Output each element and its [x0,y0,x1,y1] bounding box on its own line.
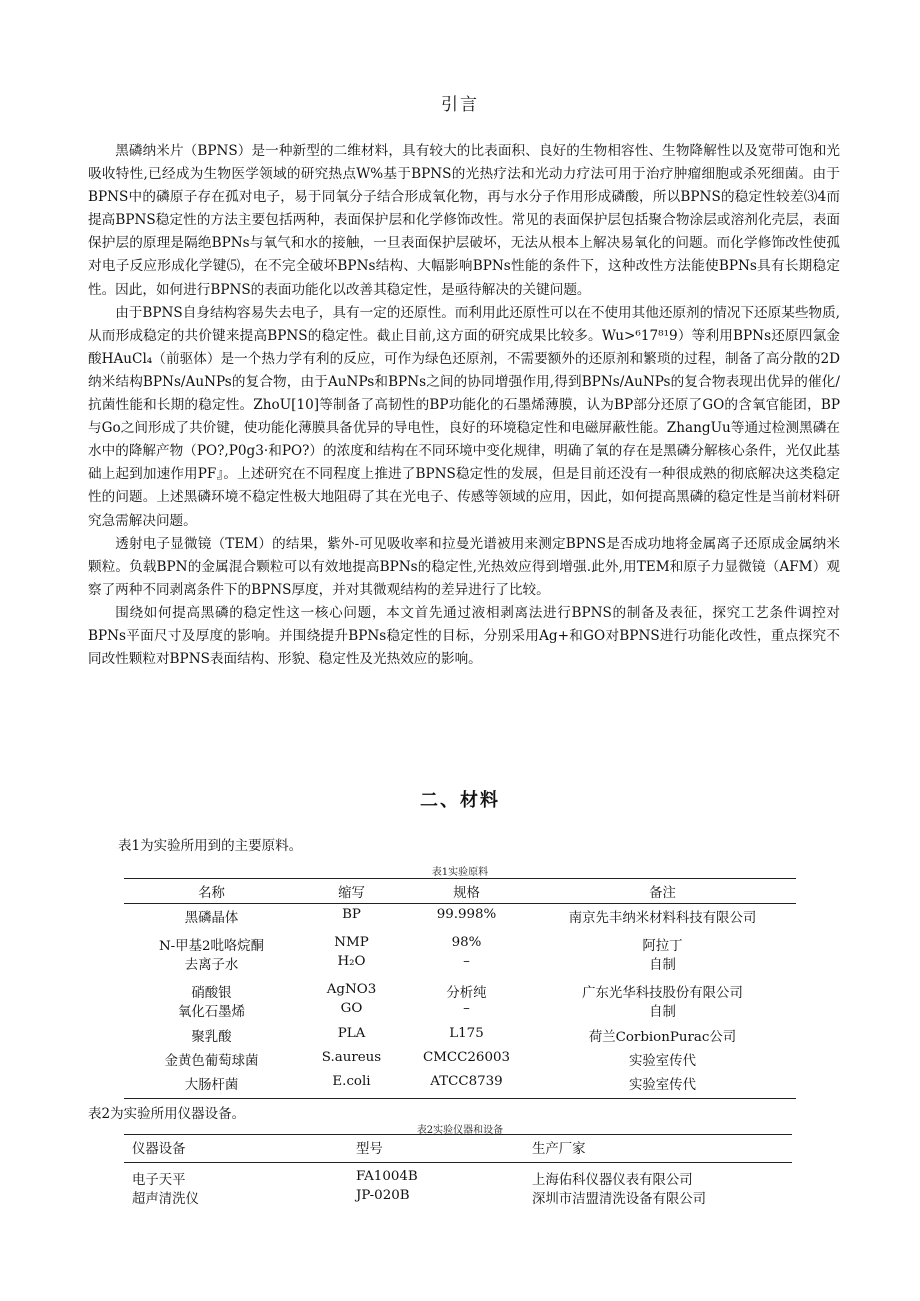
table1-header-spec: 规格 [453,886,480,901]
intro-paragraph-4: 围绕如何提高黑磷的稳定性这一核心问题，本文首先通过液相剥离法进行BPNS的制备及表征，探究工艺条件调控对BPNs平面尺寸及厚度的影响。并围绕提升BPNs稳定性的目标，分别采用Ag+和GO对BPNS进行功能化改性，重点探究不同改性颗粒对BPNS表面结构、形貌、稳定性及光热效应的影响。 [88,604,840,668]
table1-top-rule [124,878,796,879]
intro-paragraph-2: 由于BPNS自身结构容易失去电子，具有一定的还原性。而利用此还原性可以在不使用其他还原剂的情况下还原某些物质,从而形成稳定的共价键来提高BPNS的稳定性。截止目前,这方面的研究成果比较多。Wu>⁶17⁸¹9）等利用BPNs还原四氯金酸HAuCl₄（前驱体）是一个热力学有利的反应，可作为绿色还原剂，不需要额外的还原剂和繁琐的过程，制备了高分散的2D纳米结构BPNs/AuNPs的复合物，由于AuNPs和BPNs之间的协同增强作用,得到BPNs/AuNPs的复合物表现出优异的催化/抗菌性能和长期的稳定性。ZhoU[10]等制备了高韧性的BP功能化的石墨烯薄膜，认为BP部分还原了GO的含氧官能团，BP与Go之间形成了共价键，使功能化薄膜具备优异的导电性，良好的环境稳定性和电磁屏蔽性能。ZhangUu等通过检测黑磷在水中的降解产物（PO?,P0g3·和PO?）的浓度和结构在不同环境中变化规律，明确了氧的存在是黑磷分解核心条件，光仅此基础上起到加速作用PF』。上述研究在不同程度上推进了BPNS稳定性的发展，但是目前还没有一种很成熟的彻底解决这类稳定性的问题。上述黑磷环境不稳定性极大地阻碍了其在光电子、传感等领域的应用，因此，如何提高黑磷的稳定性是当前材料研究急需解决问题。 [88,304,840,529]
table-cell: 黑磷晶体 [184,911,239,926]
table-cell: 自制 [649,958,676,973]
table-cell: 氧化石墨烯 [178,1005,245,1020]
table1-header-abbr: 缩写 [338,886,365,901]
table-cell: 金黄色葡萄球菌 [164,1054,259,1069]
table-cell: S.aureus [321,1050,382,1065]
table-cell: 硝酸银 [191,986,232,1001]
table2-header-rule [124,1162,792,1163]
table-cell: E.coli [332,1074,371,1089]
table-cell: 去离子水 [184,958,239,973]
table-cell: L175 [449,1026,484,1041]
table2-header-maker: 生产厂家 [532,1142,586,1157]
table-cell: AgNO3 [326,982,377,997]
table2-caption: 表2实验仪器和设备 [416,1125,504,1136]
table-cell: 电子天平 [132,1173,186,1188]
table1-intro: 表1为实验所用到的主要原料。 [118,838,303,854]
table1-header-row [124,882,796,904]
table-row [124,1050,796,1072]
table2-header-row [124,1138,792,1158]
table1-header-name: 名称 [198,886,225,901]
table-cell: 广东光华科技股份有限公司 [582,986,743,1001]
table-cell: 聚乳酸 [191,1030,232,1045]
table-cell: 超声清洗仪 [132,1192,199,1207]
table-cell: 99.998% [436,907,497,922]
intro-paragraph-3: 透射电子显微镜（TEM）的结果，紫外-可见吸收率和拉曼光谱被用来测定BPNS是否成功地将金属离子还原成金属纳米颗粒。负载BPN的金属混合颗粒可以有效地提高BPNs的稳定性,光热效应得到增强.此外,用TEM和原子力显微镜（AFM）观察了两种不同剥离条件下的BPNS厚度，并对其微观结构的差异进行了比较。 [88,535,840,598]
materials-heading: 二、材料 [420,790,500,811]
table-row [124,1001,796,1023]
table2-header-model: 型号 [356,1142,383,1157]
table-cell: 分析纯 [446,986,487,1001]
table-row [124,1188,792,1208]
table-cell: 98% [451,935,482,950]
table2-intro: 表2为实验所用仪器设备。 [88,1106,246,1122]
table-cell: – [463,1001,470,1016]
table-row [124,1026,796,1048]
table-cell: CMCC26003 [422,1050,511,1065]
table-cell: – [463,954,470,969]
table-cell: 南京先丰纳米材料科技有限公司 [568,911,757,926]
table-cell: 阿拉丁 [642,939,683,954]
table-cell: 上海佑科仪器仪表有限公司 [532,1173,693,1188]
table-cell: 深圳市洁盟清洗设备有限公司 [532,1192,707,1207]
table-row [124,1169,792,1189]
table-cell: 自制 [649,1005,676,1020]
intro-paragraph-1: 黑磷纳米片（BPNS）是一种新型的二维材料，具有较大的比表面积、良好的生物相容性、生物降解性以及宽带可饱和光吸收特性,已经成为生物医学领域的研究热点W%基于BPNS的光热疗法和光动力疗法可用于治疗肿瘤细胞或杀死细菌。由于BPNS中的磷原子存在孤对电子，易于同氧分子结合形成氧化物，再与水分子作用形成磷酸，所以BPNS的稳定性较差⑶4而提高BPNS稳定性的方法主要包括两种，表面保护层和化学修饰改性。常见的表面保护层包括聚合物涂层或溶剂化壳层，表面保护层的原理是隔绝BPNs与氧气和水的接触，一旦表面保护层破坏，无法从根本上解决易氧化的问题。而化学修饰改性使孤对电子反应形成化学键⑸，在不完全破坏BPNs结构、大幅影响BPNs性能的条件下，这种改性方法能使BPNs具有长期稳定性。因此，如何进行BPNS的表面功能化以改善其稳定性，是亟待解决的关键问题。 [88,143,840,298]
table-row [124,1074,796,1096]
table-cell: FA1004B [356,1169,418,1184]
table1-header-note: 备注 [649,886,676,901]
table-cell: 实验室传代 [629,1078,696,1093]
table-cell: JP-020B [356,1188,410,1203]
table-cell: BP [342,907,361,922]
table2-header-device: 仪器设备 [132,1142,186,1157]
table2-top-rule [124,1134,792,1135]
table-row [124,907,796,929]
table-cell: 实验室传代 [629,1054,696,1069]
table-cell: 大肠杆菌 [184,1078,239,1093]
intro-body [88,140,840,671]
table-cell: 荷兰CorbionPurac公司 [588,1030,737,1045]
intro-heading: 引言 [441,95,479,115]
table-cell: ATCC8739 [430,1074,503,1089]
table-cell: H₂O [337,954,366,969]
table-cell: NMP [334,935,369,950]
table-cell: PLA [337,1026,366,1041]
table-row [124,954,796,976]
table-cell: N-甲基2吡咯烷酮 [158,939,265,954]
table1-bottom-rule [124,1098,796,1099]
table1-header-rule [124,903,796,904]
table1-caption: 表1实验原料 [431,867,489,878]
table-cell: GO [340,1001,363,1016]
